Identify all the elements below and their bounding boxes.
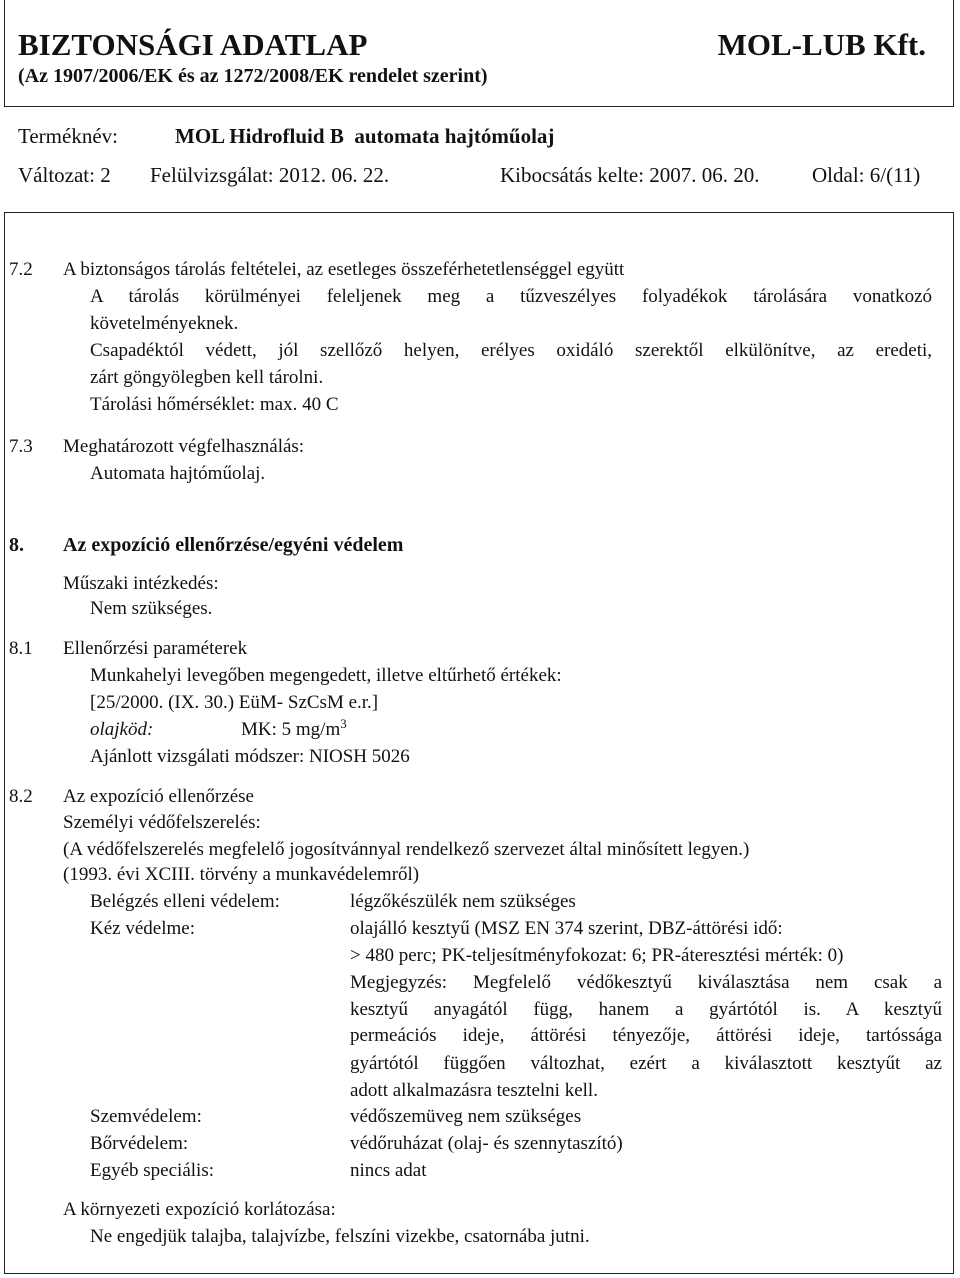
storage-instructions-line2: zárt göngyölegben kell tárolni.	[90, 367, 324, 388]
glove-note-line4: gyártótól függően változhat, ezért a kiválasztott kesztyűt az	[350, 1053, 942, 1074]
section-8-1-number: 8.1	[9, 638, 33, 659]
recommended-method: Ajánlott vizsgálati módszer: NIOSH 5026	[90, 746, 410, 767]
product-label: Terméknév:	[18, 124, 118, 148]
storage-conditions-line1: A tárolás körülményei feleljenek meg a tűzveszélyes folyadékok tárolására vonatkozó	[90, 286, 932, 307]
glove-note-line5: adott alkalmazásra tesztelni kell.	[350, 1080, 598, 1101]
document-title: BIZTONSÁGI ADATLAP	[18, 27, 368, 62]
respiratory-protection-label: Belégzés elleni védelem:	[90, 891, 280, 912]
hand-protection-line2: > 480 perc; PK-teljesítményfokozat: 6; PR-áteresztési mérték: 0)	[350, 945, 844, 966]
section-7-3-number: 7.3	[9, 436, 33, 457]
technical-measures-value: Nem szükséges.	[90, 598, 213, 619]
workplace-limits-text: Munkahelyi levegőben megengedett, illetve eltűrhető értékek:	[90, 665, 562, 686]
regulation-reference: [25/2000. (IX. 30.) EüM- SzCsM e.r.]	[90, 692, 379, 713]
eye-protection-label: Szemvédelem:	[90, 1106, 202, 1127]
section-8-1-title: Ellenőrzési paraméterek	[63, 638, 248, 659]
technical-measures-label: Műszaki intézkedés:	[63, 573, 219, 594]
other-special-label: Egyéb speciális:	[90, 1160, 214, 1181]
section-7-3-title: Meghatározott végfelhasználás:	[63, 436, 305, 457]
oil-mist-limit: MK: 5 mg/m	[241, 719, 341, 740]
oil-mist-label: olajköd:	[90, 719, 154, 740]
end-use-value: Automata hajtóműolaj.	[90, 463, 266, 484]
skin-protection-value: védőruházat (olaj- és szennytaszító)	[350, 1133, 623, 1154]
oil-mist-unit-exponent: 3	[340, 716, 347, 731]
glove-note-line1: Megjegyzés: Megfelelő védőkesztyű kiválasztása nem csak a	[350, 972, 942, 993]
hand-protection-label: Kéz védelme:	[90, 918, 195, 939]
other-special-value: nincs adat	[350, 1160, 427, 1181]
storage-conditions-line2: követelményeknek.	[90, 313, 239, 334]
section-7-2-title: A biztonságos tárolás feltételei, az esetleges összeférhetetlenséggel együtt	[63, 259, 625, 280]
storage-temperature: Tárolási hőmérséklet: max. 40 C	[90, 394, 339, 415]
respiratory-protection-value: légzőkészülék nem szükséges	[350, 891, 576, 912]
environmental-exposure-label: A környezeti expozíció korlátozása:	[63, 1199, 336, 1220]
eye-protection-value: védőszemüveg nem szükséges	[350, 1106, 582, 1127]
glove-note-line2: kesztyű anyagától függ, hanem a gyártótól is. A kesztyű	[350, 999, 942, 1020]
section-8-number: 8.	[9, 534, 24, 556]
regulation-note: (Az 1907/2006/EK és az 1272/2008/EK rendelet szerint)	[18, 65, 488, 87]
skin-protection-label: Bőrvédelem:	[90, 1133, 189, 1154]
section-8-2-title: Az expozíció ellenőrzése	[63, 786, 254, 807]
ppe-note-line2: (1993. évi XCIII. törvény a munkavédelemről)	[63, 864, 420, 885]
section-8-title: Az expozíció ellenőrzése/egyéni védelem	[63, 534, 404, 556]
oil-mist-value	[241, 716, 347, 741]
ppe-note-line1: (A védőfelszerelés megfelelő jogosítvánnyal rendelkező szervezet által minősített legyen.)	[63, 839, 750, 860]
product-name: MOL Hidrofluid B automata hajtóműolaj	[175, 124, 555, 148]
glove-note-line3: permeációs ideje, áttörési tényezője, áttörési ideje, tartóssága	[350, 1025, 942, 1046]
issue-date: Kibocsátás kelte: 2007. 06. 20.	[500, 163, 760, 187]
company-name: MOL-LUB Kft.	[717, 27, 926, 62]
version: Változat: 2	[18, 163, 111, 187]
section-7-2-number: 7.2	[9, 259, 33, 280]
hand-protection-line1: olajálló kesztyű (MSZ EN 374 szerint, DBZ-áttörési idő:	[350, 918, 783, 939]
revision-date: Felülvizsgálat: 2012. 06. 22.	[150, 163, 390, 187]
environmental-exposure-value: Ne engedjük talajba, talajvízbe, felszíni vizekbe, csatornába jutni.	[90, 1226, 590, 1247]
ppe-label: Személyi védőfelszerelés:	[63, 812, 261, 833]
storage-instructions-line1: Csapadéktól védett, jól szellőző helyen, erélyes oxidáló szerektől elkülönítve, az eredeti,	[90, 340, 932, 361]
page-number: Oldal: 6/(11)	[812, 163, 921, 187]
section-8-2-number: 8.2	[9, 786, 33, 807]
